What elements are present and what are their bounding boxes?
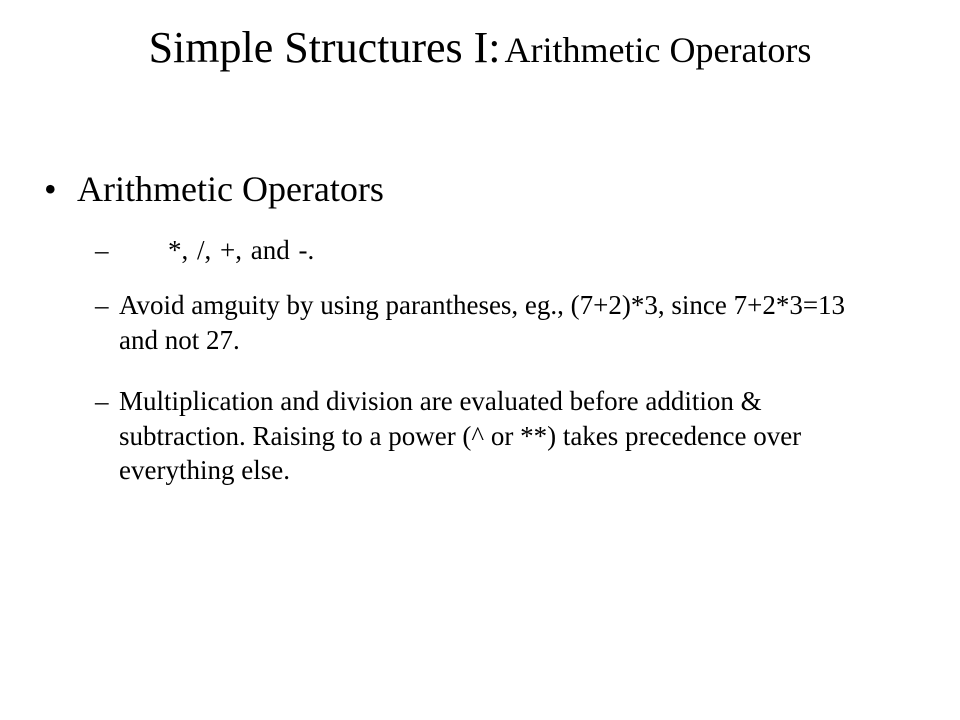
sub-item-text: *, /, +, and -. (168, 235, 315, 265)
sub-item-text: Multiplication and division are evaluated before addition & subtraction. Raising to a power (^ or **) takes precedence over everything else. (119, 386, 802, 486)
dash-icon: – (95, 290, 109, 320)
sub-item-operators (95, 233, 928, 268)
title-subtitle: Arithmetic Operators (504, 30, 812, 70)
sub-item-text: Avoid amguity by using parantheses, eg., (7+2)*3, since 7+2*3=13 and not 27. (119, 290, 846, 355)
bullet-text: Arithmetic Operators (77, 169, 384, 209)
slide-title (0, 22, 960, 75)
sub-item-parentheses (95, 288, 879, 357)
title-main: Simple Structures I: (148, 23, 501, 72)
bullet-dot-icon: • (44, 169, 57, 209)
dash-icon: – (95, 235, 109, 265)
sub-item-precedence (95, 384, 879, 488)
bullet-arithmetic-operators (44, 168, 384, 211)
dash-icon: – (95, 386, 109, 416)
